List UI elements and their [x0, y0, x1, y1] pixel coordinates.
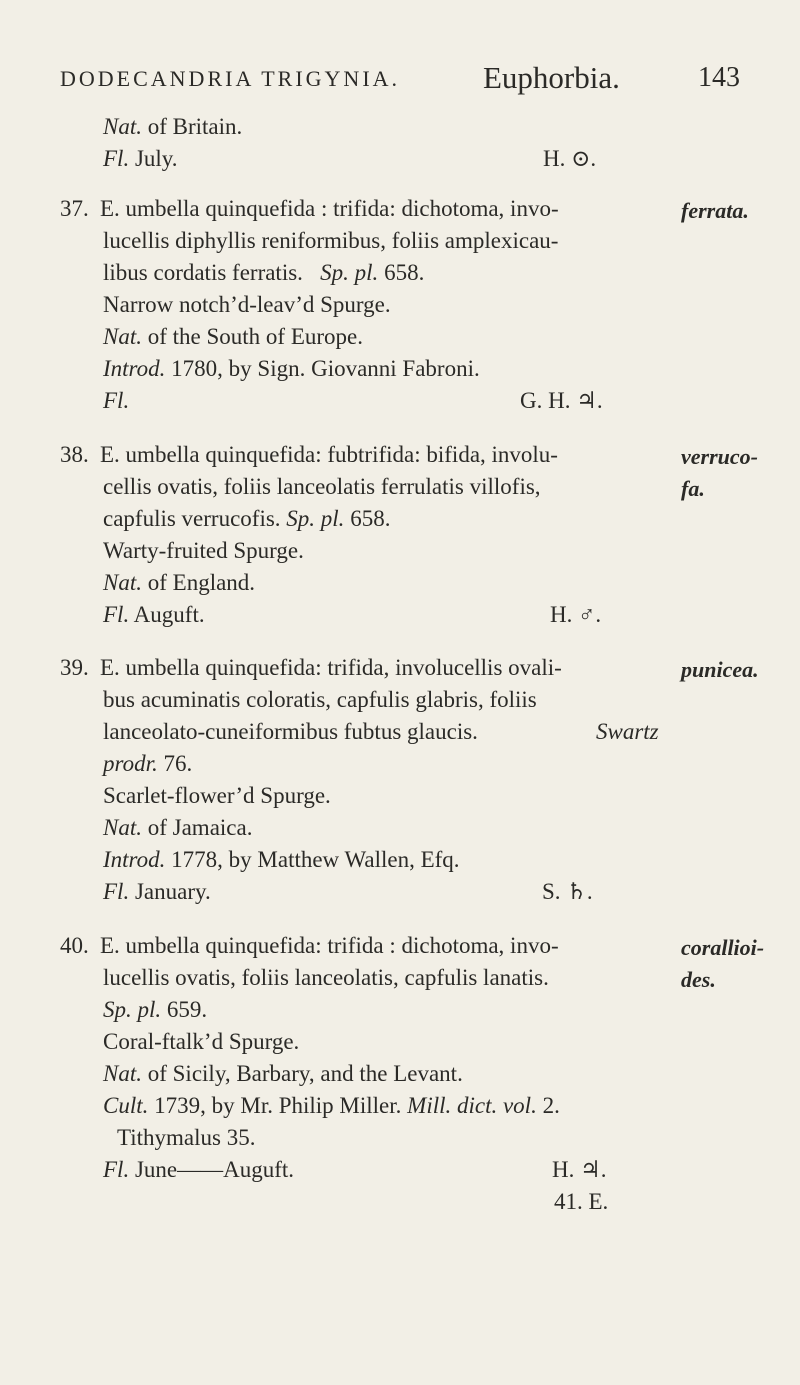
diagnosis-line: lucellis diphyllis reniformibus, foliis amplexicau-	[103, 228, 559, 253]
flowering: Fl. January.	[103, 879, 211, 904]
continuation-code: H. ⊙.	[543, 146, 597, 171]
entry-number: 40.	[60, 933, 89, 958]
diagnosis-line: capfulis verrucofis. Sp. pl. 658.	[103, 506, 391, 531]
diagnosis-line: E. umbella quinquefida: trifida, involucellis ovali-	[100, 655, 562, 680]
diagnosis-line: bus acuminatis coloratis, capfulis glabris, foliis	[103, 687, 537, 712]
species-reference: Swartz	[596, 719, 659, 744]
diagnosis-line: Sp. pl. 659.	[103, 997, 208, 1022]
marginal-epithet: des.	[681, 967, 716, 992]
diagnosis-line: cellis ovatis, foliis lanceolatis ferrulatis villofis,	[103, 474, 541, 499]
marginal-epithet: fa.	[681, 476, 705, 501]
habitat-code: G. H. ♃.	[520, 388, 603, 413]
habitat-code: H. ♂.	[550, 602, 602, 627]
native-range: Nat. of Jamaica.	[103, 815, 253, 840]
flowering: Fl. Auguft.	[103, 602, 205, 627]
cultivation: Cult. 1739, by Mr. Philip Miller. Mill. dict. vol. 2.	[103, 1093, 560, 1118]
diagnosis-line: libus cordatis ferratis. Sp. pl. 658.	[103, 260, 425, 285]
habitat-code: H. ♃.	[552, 1157, 607, 1182]
native-range: Nat. of the South of Europe.	[103, 324, 363, 349]
entry-number: 39.	[60, 655, 89, 680]
native-range: Nat. of Sicily, Barbary, and the Levant.	[103, 1061, 463, 1086]
diagnosis-line: E. umbella quinquefida: fubtrifida: bifida, involu-	[100, 442, 558, 467]
running-head	[60, 60, 740, 100]
continuation-fl: Fl. July.	[103, 146, 178, 171]
diagnosis-line: E. umbella quinquefida: trifida : dichotoma, invo-	[100, 933, 559, 958]
species-reference: Sp. pl.	[320, 260, 379, 285]
introduction: Introd. 1778, by Matthew Wallen, Efq.	[103, 847, 460, 872]
diagnosis-line: prodr. 76.	[103, 751, 193, 776]
english-name: Warty-fruited Spurge.	[103, 538, 304, 563]
habitat-code: S. ♄.	[542, 879, 593, 904]
marginal-epithet: verruco-	[681, 444, 758, 469]
diagnosis-line: E. umbella quinquefida : trifida: dichotoma, invo-	[100, 196, 559, 221]
entry-number: 38.	[60, 442, 89, 467]
diagnosis-line: lanceolato-cuneiformibus fubtus glaucis.	[103, 719, 478, 744]
species-reference: Sp. pl.	[286, 506, 345, 531]
synonym: Tithymalus 35.	[117, 1125, 256, 1150]
species-reference: Sp. pl.	[103, 997, 162, 1022]
marginal-epithet: punicea.	[681, 657, 759, 682]
running-title: DODECANDRIA TRIGYNIA.	[60, 66, 401, 91]
genus-heading: Euphorbia.	[483, 60, 620, 95]
english-name: Narrow notch’d-leav’d Spurge.	[103, 292, 391, 317]
flowering: Fl.	[103, 388, 130, 413]
english-name: Coral-ftalk’d Spurge.	[103, 1029, 300, 1054]
introduction: Introd. 1780, by Sign. Giovanni Fabroni.	[103, 356, 480, 381]
continuation-nat: Nat. of Britain.	[103, 114, 243, 139]
page-number: 143	[698, 62, 740, 93]
diagnosis-line: lucellis ovatis, foliis lanceolatis, capfulis lanatis.	[103, 965, 549, 990]
native-range: Nat. of England.	[103, 570, 256, 595]
entry-number: 37.	[60, 196, 89, 221]
english-name: Scarlet-flower’d Spurge.	[103, 783, 331, 808]
flowering: Fl. June——Auguft.	[103, 1157, 295, 1182]
marginal-epithet: corallioi-	[681, 935, 765, 960]
catchword: 41. E.	[554, 1189, 609, 1214]
marginal-epithet: ferrata.	[681, 198, 749, 223]
